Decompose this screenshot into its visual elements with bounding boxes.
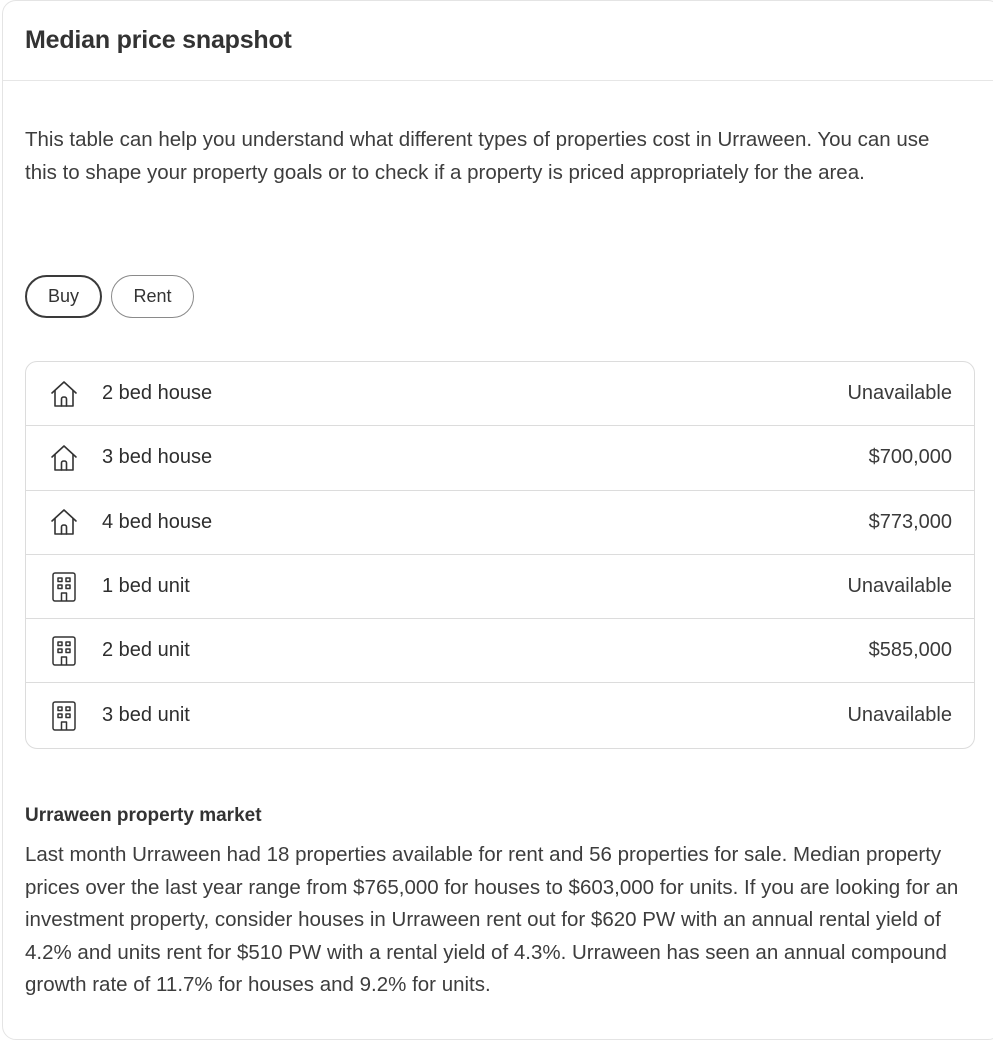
row-label: 1 bed unit — [102, 575, 190, 598]
row-label: 3 bed house — [102, 446, 213, 469]
table-row — [26, 683, 974, 747]
table-row — [26, 555, 974, 619]
market-heading: Urraween property market — [25, 805, 262, 826]
row-label: 2 bed unit — [102, 639, 190, 662]
house-icon — [48, 442, 80, 474]
house-icon — [48, 506, 80, 538]
row-value: $773,000 — [868, 510, 952, 533]
row-label: 2 bed house — [102, 382, 213, 405]
building-icon — [48, 635, 80, 667]
table-row — [26, 426, 974, 490]
row-value: Unavailable — [847, 575, 952, 598]
house-icon — [48, 378, 80, 410]
row-label: 4 bed house — [102, 510, 213, 533]
card-header — [3, 1, 993, 81]
buy-toggle-button[interactable]: Buy — [25, 275, 102, 318]
market-description: Last month Urraween had 18 properties available for rent and 56 properties for sale. Median property prices over the last year range from $765,000 for houses to $603,000 for units. If you are looking for an investment property, consider houses in Urraween rent out for $620 PW with an annual rental yield of 4.2% and units rent for $510 PW with a rental yield of 4.3%. Urraween has seen an annual compound growth rate of 11.7% for houses and 9.2% for units. — [25, 843, 959, 996]
table-row — [26, 491, 974, 555]
building-icon — [48, 571, 80, 603]
card-title: Median price snapshot — [25, 26, 292, 54]
rent-toggle-button[interactable]: Rent — [111, 275, 194, 318]
row-value: Unavailable — [847, 704, 952, 727]
intro-text: This table can help you understand what different types of properties cost in Urraween. You can use this to shape your property goals or to check if a property is priced appropriately for the area. — [25, 128, 930, 184]
table-row — [26, 362, 974, 426]
median-price-card — [2, 0, 993, 1040]
row-value: $700,000 — [868, 446, 952, 469]
price-table — [25, 361, 975, 749]
row-value: Unavailable — [847, 382, 952, 405]
row-value: $585,000 — [868, 639, 952, 662]
building-icon — [48, 700, 80, 732]
row-label: 3 bed unit — [102, 704, 190, 727]
table-row — [26, 619, 974, 683]
